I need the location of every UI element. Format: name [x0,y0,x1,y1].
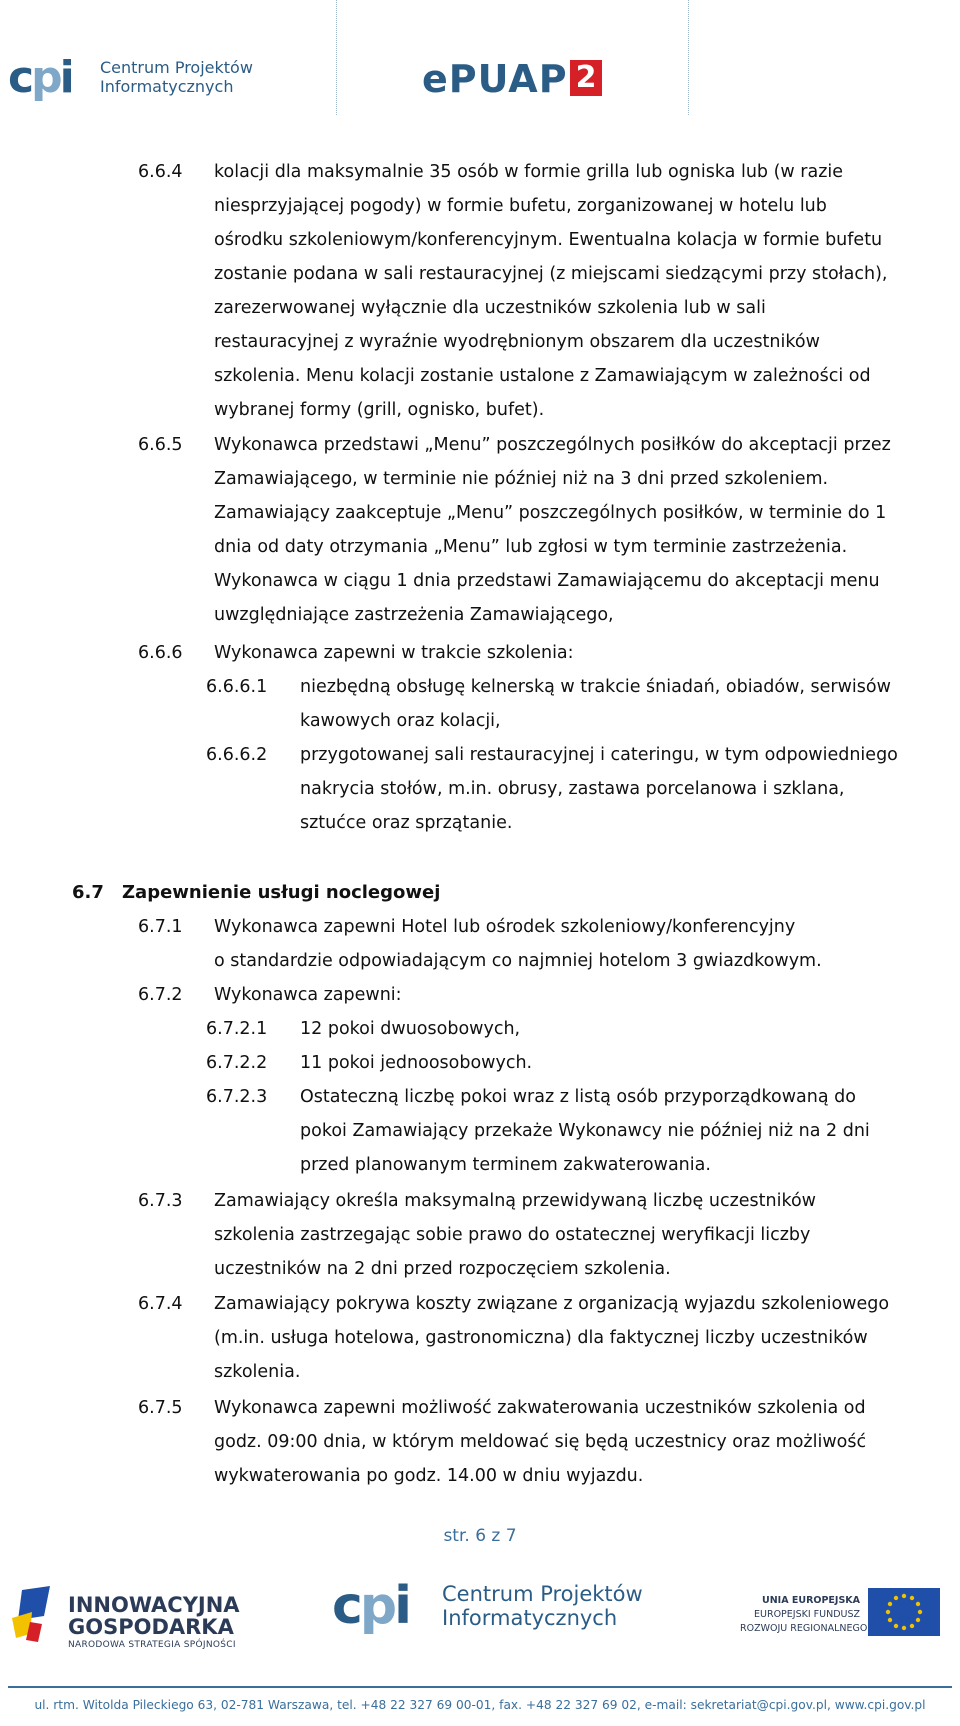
text-line: dnia od daty otrzymania „Menu” lub zgłosi w tym terminie zastrzeżenia. [214,537,848,557]
item-text [214,1287,951,1389]
footer-divider [8,1686,952,1688]
cpi-logo-line1: Centrum Projektów [442,1582,643,1606]
header-divider [688,0,689,115]
eu-logo-line1: UNIA EUROPEJSKA [762,1595,860,1606]
item-number: 6.6.4 [138,162,183,182]
page-number: str. 6 z 7 [443,1526,517,1546]
item-number: 6.6.6 [138,643,183,663]
text-line: kolacji dla maksymalnie 35 osób w formie grilla lub ogniska lub (w razie [214,162,844,182]
text-line: niesprzyjającej pogody) w formie bufetu, zorganizowanej w hotelu lub [214,196,827,216]
text-line: zostanie podana w sali restauracyjnej (z miejscami siedzącymi przy stołach), [214,264,888,284]
text-line: 12 pokoi dwuosobowych, [300,1019,521,1039]
text-line: Wykonawca przedstawi „Menu” poszczególnych posiłków do akceptacji przez [214,435,891,455]
text-line: godz. 09:00 dnia, w którym meldować się będą uczestnicy oraz możliwość [214,1432,867,1452]
item-text [214,1391,951,1493]
text-line: nakrycia stołów, m.in. obrusy, zastawa porcelanowa i szklana, [300,779,845,799]
ig-logo-line3: NARODOWA STRATEGIA SPÓJNOŚCI [68,1640,236,1650]
item-text [214,155,951,427]
eu-logo-line2: EUROPEJSKI FUNDUSZ [754,1609,860,1620]
text-line: zarezerwowanej wyłącznie dla uczestników szkolenia lub w sali [214,298,766,318]
text-line: sztućce oraz sprzątanie. [300,813,513,833]
footer-logos [0,1570,960,1670]
epuap-logo-number: 2 [570,60,602,96]
page-header [0,0,960,115]
ig-logo-line1: INNOWACYJNA [68,1593,240,1617]
text-line: Wykonawca zapewni w trakcie szkolenia: [214,643,574,663]
item-number: 6.7.2.2 [206,1053,268,1073]
text-line: szkolenia. Menu kolacji zostanie ustalone z Zamawiającym w zależności od [214,366,871,386]
item-text [300,1012,951,1046]
item-text [300,738,951,840]
section-title: Zapewnienie usługi noclegowej [122,882,441,903]
item-number: 6.7.3 [138,1191,183,1211]
text-line: Wykonawca zapewni: [214,985,402,1005]
text-line: restauracyjnej z wyraźnie wyodrębnionym obszarem dla uczestników [214,332,820,352]
footer-address: ul. rtm. Witolda Pileckiego 63, 02-781 Warszawa, tel. +48 22 327 69 00-01, fax. +48 22 327 69 02, e-mail: sekretariat@cpi.gov.pl, www.cpi.gov.pl [34,1698,926,1712]
section-heading [72,876,440,910]
text-line: Zamawiający określa maksymalną przewidywaną liczbę uczestników [214,1191,816,1211]
epuap-logo [392,57,612,101]
text-line: (m.in. usługa hotelowa, gastronomiczna) dla faktycznej liczby uczestników [214,1328,868,1348]
item-number: 6.7.4 [138,1294,183,1314]
ig-logo-line2: GOSPODARKA [68,1615,234,1639]
text-line: Zamawiającego, w terminie nie później niż na 3 dni przed szkoleniem. [214,469,829,489]
text-line: Wykonawca zapewni możliwość zakwaterowania uczestników szkolenia od [214,1398,866,1418]
text-line: przygotowanej sali restauracyjnej i cateringu, w tym odpowiedniego [300,745,898,765]
item-text [300,1080,951,1182]
epuap-logo-text: ePUAP [422,57,568,101]
item-text [214,636,951,670]
item-text [214,978,951,1012]
item-text [300,1046,951,1080]
cpi-logo-line1: Centrum Projektów [100,58,253,77]
text-line: ośrodku szkoleniowym/konferencyjnym. Ewentualna kolacja w formie bufetu [214,230,883,250]
eu-logo [720,1588,952,1648]
text-line: kawowych oraz kolacji, [300,711,501,731]
item-text [214,910,951,978]
text-line: wybranej formy (grill, ognisko, bufet). [214,400,545,420]
text-line: 11 pokoi jednoosobowych. [300,1053,533,1073]
cpi-logo-line2: Informatycznych [100,77,234,96]
text-line: Zamawiający pokrywa koszty związane z organizacją wyjazdu szkoleniowego [214,1294,890,1314]
text-line: o standardzie odpowiadającym co najmniej hotelom 3 gwiazdkowym. [214,951,822,971]
innowacyjna-gospodarka-logo [8,1582,240,1662]
text-line: Zamawiający zaakceptuje „Menu” poszczególnych posiłków, w terminie do 1 [214,503,887,523]
text-line: Ostateczną liczbę pokoi wraz z listą osób przyporządkowaną do [300,1087,856,1107]
text-line: przed planowanym terminem zakwaterowania. [300,1155,711,1175]
item-number: 6.7.5 [138,1398,183,1418]
cpi-logo-line2: Informatycznych [442,1606,618,1630]
text-line: uwzględniające zastrzeżenia Zamawiającego, [214,605,614,625]
text-line: uczestników na 2 dni przed rozpoczęciem szkolenia. [214,1259,671,1279]
header-divider [336,0,337,115]
eu-flag-icon [868,1588,940,1636]
text-line: niezbędną obsługę kelnerską w trakcie śniadań, obiadów, serwisów [300,677,891,697]
item-number: 6.7.1 [138,917,183,937]
text-line: szkolenia zastrzegając sobie prawo do ostatecznej weryfikacji liczby [214,1225,811,1245]
cpi-logo-mark: cpi [8,52,72,103]
item-number: 6.7.2.3 [206,1087,268,1107]
item-text [214,1184,951,1286]
text-line: Wykonawca zapewni Hotel lub ośrodek szkoleniowy/konferencyjny [214,917,796,937]
item-text [300,670,951,738]
item-number: 6.6.5 [138,435,183,455]
cpi-logo-mark: cpi [332,1576,409,1636]
star-icon [8,1586,56,1646]
text-line: pokoi Zamawiający przekaże Wykonawcy nie później niż na 2 dni [300,1121,870,1141]
section-number: 6.7 [72,882,104,903]
item-number: 6.7.2.1 [206,1019,268,1039]
text-line: szkolenia. [214,1362,301,1382]
item-number: 6.7.2 [138,985,183,1005]
item-number: 6.6.6.2 [206,745,268,765]
item-text [214,428,951,632]
text-line: Wykonawca w ciągu 1 dnia przedstawi Zamawiającemu do akceptacji menu [214,571,880,591]
text-line: wykwaterowania po godz. 14.00 w dniu wyjazdu. [214,1466,644,1486]
eu-logo-line3: ROZWOJU REGIONALNEGO [740,1623,868,1634]
item-number: 6.6.6.1 [206,677,268,697]
